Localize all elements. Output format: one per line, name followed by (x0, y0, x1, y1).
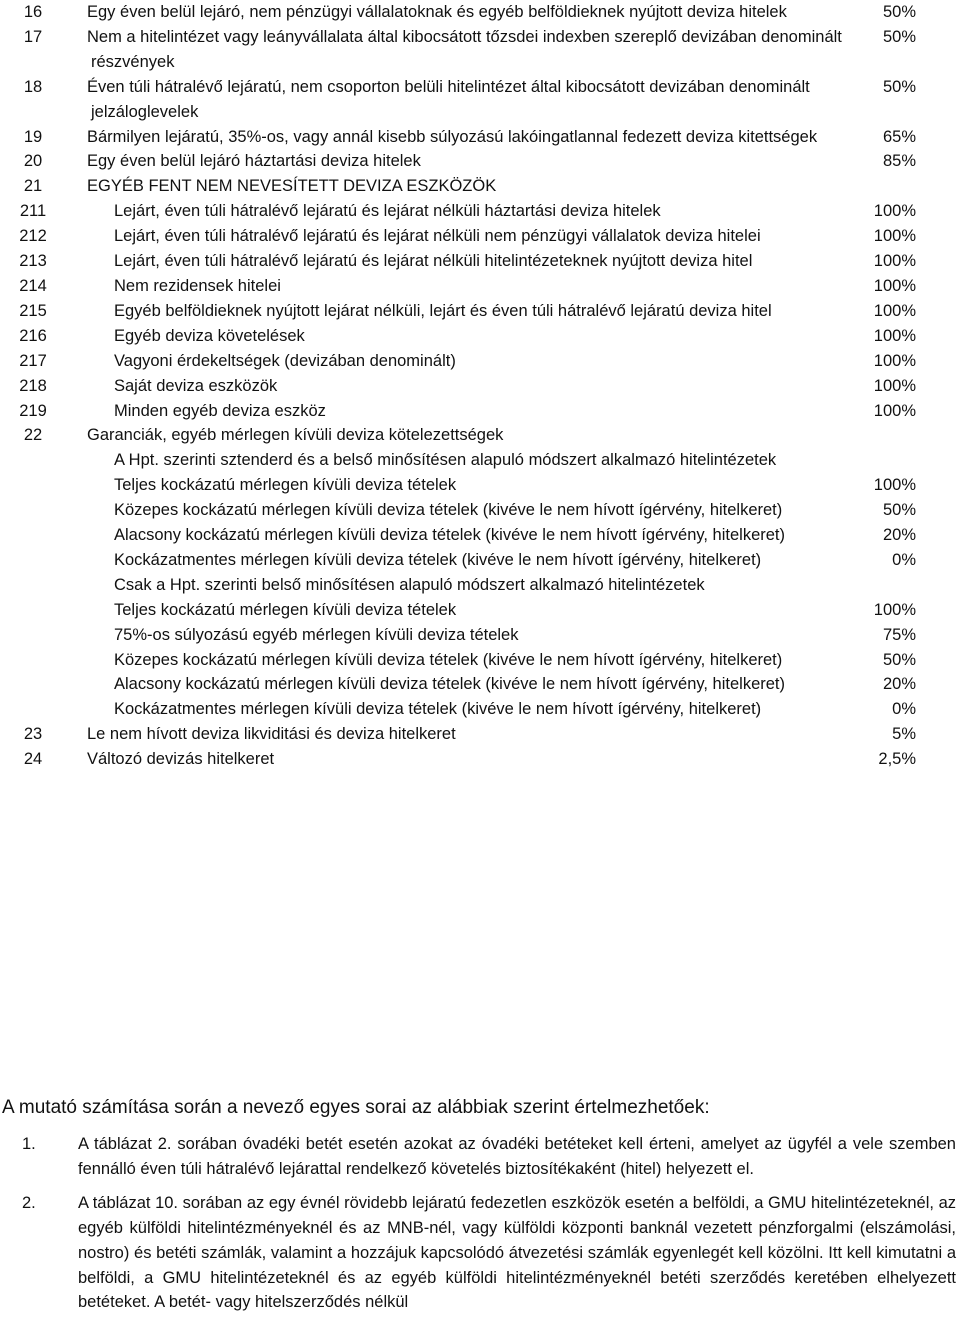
row-text: Saját deviza eszközök (114, 376, 278, 395)
row-number: 218 (19, 376, 47, 395)
row-percentage: 20% (882, 526, 916, 545)
row-percentage: 50% (882, 77, 916, 96)
row-description (87, 199, 847, 224)
note-number: 2. (22, 1194, 36, 1213)
row-percentage: 5% (892, 725, 916, 744)
row-description (87, 125, 851, 150)
table-row (0, 498, 960, 523)
row-text: EGYÉB FENT NEM NEVESÍTETT DEVIZA ESZKÖZÖK (87, 177, 497, 196)
row-description (87, 324, 847, 349)
row-text: Lejárt, éven túli hátralévő lejáratú és lejárat nélküli háztartási deviza hitelek (114, 202, 661, 221)
row-text: Változó devizás hitelkeret (87, 750, 275, 769)
row-description (87, 747, 851, 772)
row-number: 23 (23, 725, 43, 744)
table-row (0, 324, 960, 349)
table-row (0, 523, 960, 548)
row-description (87, 174, 851, 199)
row-description (87, 149, 851, 174)
row-description (87, 523, 847, 548)
row-description (87, 75, 851, 125)
row-description (87, 573, 847, 598)
row-text: Egy éven belül lejáró háztartási deviza hitelek (87, 152, 421, 171)
row-text: Csak a Hpt. szerinti belső minősítésen alapuló módszert alkalmazó hitelintézetek (114, 575, 705, 594)
note-item (0, 1191, 960, 1315)
row-percentage: 100% (873, 202, 916, 221)
row-text: Alacsony kockázatú mérlegen kívüli deviza tételek (kivéve le nem hívott ígérvény, hitelkeret) (114, 526, 786, 545)
row-percentage: 20% (882, 675, 916, 694)
row-percentage: 100% (873, 227, 916, 246)
table-row (0, 374, 960, 399)
row-number: 216 (19, 326, 47, 345)
table-row (0, 672, 960, 697)
row-description (87, 598, 847, 623)
row-percentage: 100% (873, 351, 916, 370)
row-percentage: 2,5% (878, 750, 916, 769)
row-text: Éven túli hátralévő lejáratú, nem csoporton belüli hitelintézet által kibocsátott devizában denominált jelzáloglevelek (87, 77, 810, 121)
table-row (0, 125, 960, 150)
row-description (87, 274, 847, 299)
row-number: 19 (23, 127, 43, 146)
note-text: A táblázat 2. sorában óvadéki betét esetén azokat az óvadéki betéteket kell érteni, amelyet az ügyfél a vele szemben fennálló éven túli hátralévő lejárattal rendelkező követelés biztosítékaként (hitel) helyezett el. (78, 1135, 956, 1178)
row-percentage: 100% (873, 301, 916, 320)
table-row (0, 274, 960, 299)
row-text: Kockázatmentes mérlegen kívüli deviza tételek (kivéve le nem hívott ígérvény, hitelkeret) (114, 550, 762, 569)
row-text: Teljes kockázatú mérlegen kívüli deviza tételek (114, 600, 457, 619)
row-percentage: 50% (882, 27, 916, 46)
row-percentage: 100% (873, 276, 916, 295)
table-row (0, 399, 960, 424)
notes-list (0, 1132, 960, 1315)
row-description (87, 623, 847, 648)
row-percentage: 50% (882, 501, 916, 520)
table-row (0, 0, 960, 25)
row-text: Kockázatmentes mérlegen kívüli deviza tételek (kivéve le nem hívott ígérvény, hitelkeret) (114, 700, 762, 719)
notes-section (0, 1094, 960, 1315)
row-number: 213 (19, 252, 47, 271)
row-description (87, 473, 847, 498)
row-description (87, 722, 851, 747)
table-row (0, 573, 960, 598)
row-description (87, 224, 847, 249)
row-text: Nem a hitelintézet vagy leányvállalata által kibocsátott tőzsdei indexben szereplő devizában denominált részvények (87, 27, 842, 71)
row-text: Vagyoni érdekeltségek (devizában denominált) (114, 351, 456, 370)
note-number: 1. (22, 1135, 36, 1153)
row-description (87, 498, 847, 523)
row-text: Alacsony kockázatú mérlegen kívüli deviza tételek (kivéve le nem hívott ígérvény, hitelkeret) (114, 675, 786, 694)
row-description (87, 0, 851, 25)
row-text: Le nem hívott deviza likviditási és deviza hitelkeret (87, 725, 456, 744)
row-text: Egyéb deviza követelések (114, 326, 305, 345)
row-percentage: 75% (882, 625, 916, 644)
table-row (0, 598, 960, 623)
row-text: Lejárt, éven túli hátralévő lejáratú és lejárat nélküli nem pénzügyi vállalatok deviza hitelei (114, 227, 761, 246)
table-row (0, 623, 960, 648)
row-description (87, 548, 847, 573)
row-percentage: 100% (873, 376, 916, 395)
row-description (87, 648, 847, 673)
row-description (87, 448, 847, 473)
table-row (0, 548, 960, 573)
row-number: 215 (19, 301, 47, 320)
table-row (0, 249, 960, 274)
row-text: Nem rezidensek hitelei (114, 276, 281, 295)
row-number: 217 (19, 351, 47, 370)
row-description (87, 299, 847, 324)
row-description (87, 423, 851, 448)
row-description (87, 672, 847, 697)
table-row (0, 199, 960, 224)
notes-title: A mutató számítása során a nevező egyes sorai az alábbiak szerint értelmezhetőek: (2, 1097, 710, 1118)
table-row (0, 697, 960, 722)
table-row (0, 149, 960, 174)
row-description (87, 349, 847, 374)
row-description (87, 399, 847, 424)
row-text: Garanciák, egyéb mérlegen kívüli deviza kötelezettségek (87, 426, 504, 445)
table-row (0, 25, 960, 75)
row-number: 24 (23, 750, 43, 769)
row-percentage: 85% (882, 152, 916, 171)
row-text: Közepes kockázatú mérlegen kívüli deviza tételek (kivéve le nem hívott ígérvény, hitelkeret) (114, 501, 783, 520)
row-text: Egyéb belföldieknek nyújtott lejárat nélküli, lejárt és éven túli hátralévő lejáratú deviza hitel (114, 301, 772, 320)
table-row (0, 224, 960, 249)
table-row (0, 648, 960, 673)
row-percentage: 100% (873, 252, 916, 271)
table-row (0, 747, 960, 772)
row-number: 21 (23, 177, 43, 196)
table-row (0, 448, 960, 473)
table-row (0, 174, 960, 199)
row-number: 18 (23, 77, 43, 96)
row-text: Minden egyéb deviza eszköz (114, 401, 326, 420)
row-text: Teljes kockázatú mérlegen kívüli deviza tételek (114, 476, 457, 495)
row-description (87, 697, 847, 722)
row-number: 20 (23, 152, 43, 171)
row-number: 212 (19, 227, 47, 246)
row-text: 75%-os súlyozású egyéb mérlegen kívüli deviza tételek (114, 625, 519, 644)
row-percentage: 50% (882, 650, 916, 669)
row-number: 211 (19, 202, 47, 221)
row-number: 219 (19, 401, 47, 420)
row-text: Lejárt, éven túli hátralévő lejáratú és lejárat nélküli hitelintézeteknek nyújtott deviza hitel (114, 252, 753, 271)
row-text: Egy éven belül lejáró, nem pénzügyi vállalatoknak és egyéb belföldieknek nyújtott deviza hitelek (87, 3, 787, 21)
table-row (0, 299, 960, 324)
table-row (0, 722, 960, 747)
row-number: 214 (19, 276, 47, 295)
row-percentage: 100% (873, 326, 916, 345)
note-item (0, 1132, 960, 1181)
row-percentage: 100% (873, 476, 916, 495)
row-number: 17 (23, 27, 43, 46)
row-text: A Hpt. szerinti sztenderd és a belső minősítésen alapuló módszert alkalmazó hitelintézetek (114, 451, 777, 470)
table-row (0, 75, 960, 125)
table-row (0, 349, 960, 374)
row-percentage: 0% (892, 550, 916, 569)
row-text: Bármilyen lejáratú, 35%-os, vagy annál kisebb súlyozású lakóingatlannal fedezett deviza kitettségek (87, 127, 818, 146)
row-percentage: 100% (873, 401, 916, 420)
row-text: Közepes kockázatú mérlegen kívüli deviza tételek (kivéve le nem hívott ígérvény, hitelkeret) (114, 650, 783, 669)
row-percentage: 100% (873, 600, 916, 619)
row-percentage: 0% (892, 700, 916, 719)
row-number: 16 (23, 3, 43, 21)
table-row (0, 473, 960, 498)
note-text: A táblázat 10. sorában az egy évnél rövidebb lejáratú fedezetlen eszközök esetén a belföldi, a GMU hitelintézeteknél, az egyéb külföldi hitelintézményeknél és az MNB-nél, vagy külföldi központi banknál vezetett pénzforgalmi (elszámolási, nostro) és betéti számlák, valamint a hozzájuk kapcsolódó átvezetési számlák egyenlegét kell közölni. Itt kell kimutatni a belföldi, a GMU hitelintézeteknél és az egyéb külföldi hitelintézményeknél betéti szerződés keretében elhelyezett betéteket. A betét- vagy hitelszerződés nélkül (78, 1194, 956, 1312)
row-description (87, 249, 847, 274)
row-number: 22 (23, 426, 43, 445)
row-percentage: 50% (882, 3, 916, 21)
row-description (87, 25, 851, 75)
row-description (87, 374, 847, 399)
table-row (0, 423, 960, 448)
row-percentage: 65% (882, 127, 916, 146)
